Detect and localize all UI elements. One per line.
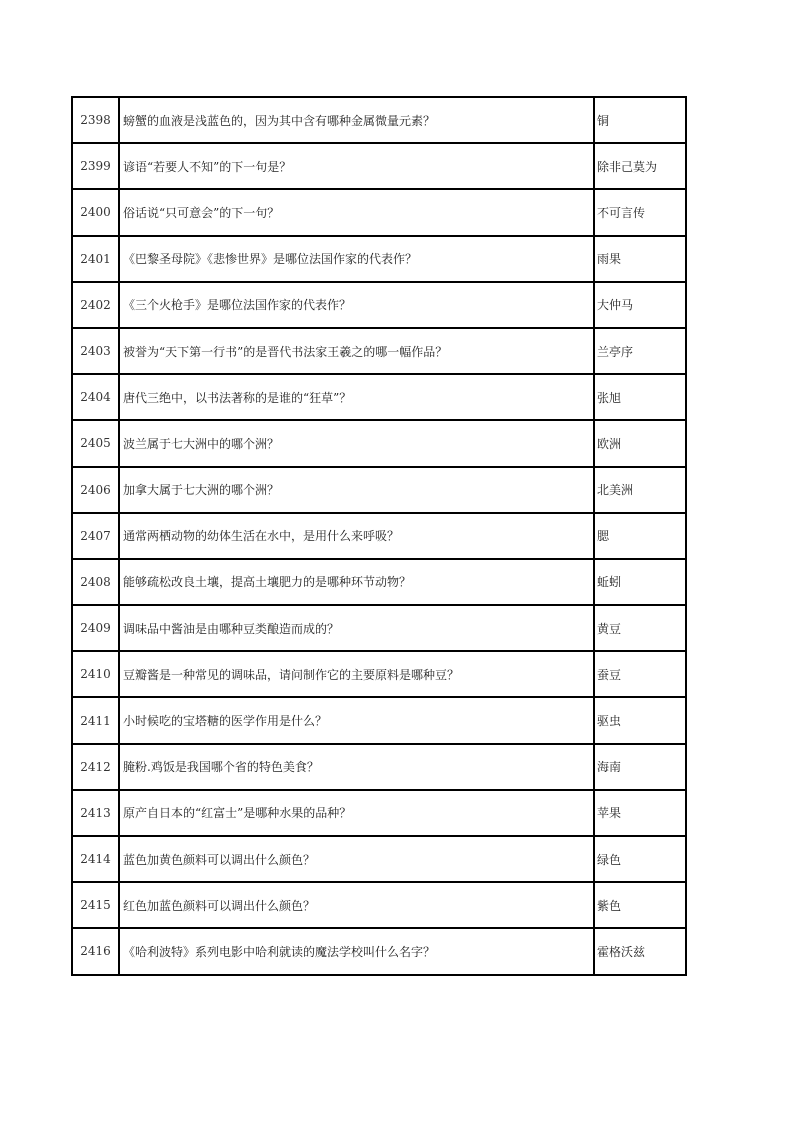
question-number: 2398 <box>72 97 119 143</box>
question-number: 2403 <box>72 328 119 374</box>
table-row <box>72 143 686 189</box>
question-number: 2399 <box>72 143 119 189</box>
answer-text: 兰亭序 <box>594 328 686 374</box>
answer-text: 张旭 <box>594 374 686 420</box>
question-text: 腌粉.鸡饭是我国哪个省的特色美食？ <box>119 744 594 790</box>
answer-text: 紫色 <box>594 882 686 928</box>
question-number: 2407 <box>72 513 119 559</box>
answer-text: 不可言传 <box>594 189 686 235</box>
answer-text: 蚕豆 <box>594 651 686 697</box>
answer-text: 驱虫 <box>594 697 686 743</box>
quiz-table-body <box>72 97 686 975</box>
question-number: 2414 <box>72 836 119 882</box>
table-row <box>72 374 686 420</box>
answer-text: 蚯蚓 <box>594 559 686 605</box>
question-number: 2410 <box>72 651 119 697</box>
question-number: 2415 <box>72 882 119 928</box>
question-text: 螃蟹的血液是浅蓝色的，因为其中含有哪种金属微量元素？ <box>119 97 594 143</box>
question-number: 2416 <box>72 928 119 974</box>
answer-text: 除非己莫为 <box>594 143 686 189</box>
table-row <box>72 328 686 374</box>
answer-text: 北美洲 <box>594 467 686 513</box>
answer-text: 雨果 <box>594 236 686 282</box>
table-row <box>72 282 686 328</box>
question-text: 通常两栖动物的幼体生活在水中，是用什么来呼吸？ <box>119 513 594 559</box>
table-row <box>72 420 686 466</box>
table-row <box>72 651 686 697</box>
table-row <box>72 697 686 743</box>
question-text: 《巴黎圣母院》《悲惨世界》是哪位法国作家的代表作？ <box>119 236 594 282</box>
question-number: 2405 <box>72 420 119 466</box>
table-row <box>72 513 686 559</box>
question-number: 2402 <box>72 282 119 328</box>
question-text: 原产自日本的“红富士”是哪种水果的品种？ <box>119 790 594 836</box>
question-number: 2409 <box>72 605 119 651</box>
question-text: 豆瓣酱是一种常见的调味品，请问制作它的主要原料是哪种豆？ <box>119 651 594 697</box>
question-text: 《哈利波特》系列电影中哈利就读的魔法学校叫什么名字？ <box>119 928 594 974</box>
table-row <box>72 882 686 928</box>
question-number: 2413 <box>72 790 119 836</box>
table-row <box>72 467 686 513</box>
question-text: 红色加蓝色颜料可以调出什么颜色？ <box>119 882 594 928</box>
question-text: 唐代三绝中，以书法著称的是谁的“狂草”？ <box>119 374 594 420</box>
question-text: 小时候吃的宝塔糖的医学作用是什么？ <box>119 697 594 743</box>
question-number: 2406 <box>72 467 119 513</box>
table-row <box>72 189 686 235</box>
quiz-table <box>71 96 687 976</box>
answer-text: 腮 <box>594 513 686 559</box>
question-number: 2404 <box>72 374 119 420</box>
question-text: 蓝色加黄色颜料可以调出什么颜色？ <box>119 836 594 882</box>
question-text: 调味品中酱油是由哪种豆类酿造而成的？ <box>119 605 594 651</box>
answer-text: 欧洲 <box>594 420 686 466</box>
table-row <box>72 97 686 143</box>
question-text: 谚语“若要人不知”的下一句是？ <box>119 143 594 189</box>
question-text: 波兰属于七大洲中的哪个洲？ <box>119 420 594 466</box>
answer-text: 黄豆 <box>594 605 686 651</box>
question-text: 俗话说“只可意会”的下一句？ <box>119 189 594 235</box>
question-number: 2401 <box>72 236 119 282</box>
answer-text: 大仲马 <box>594 282 686 328</box>
table-row <box>72 744 686 790</box>
answer-text: 霍格沃兹 <box>594 928 686 974</box>
table-row <box>72 559 686 605</box>
question-number: 2400 <box>72 189 119 235</box>
question-text: 加拿大属于七大洲的哪个洲？ <box>119 467 594 513</box>
question-text: 《三个火枪手》是哪位法国作家的代表作？ <box>119 282 594 328</box>
question-number: 2412 <box>72 744 119 790</box>
table-row <box>72 928 686 974</box>
question-text: 能够疏松改良土壤，提高土壤肥力的是哪种环节动物？ <box>119 559 594 605</box>
table-row <box>72 790 686 836</box>
table-row <box>72 605 686 651</box>
table-row <box>72 236 686 282</box>
answer-text: 海南 <box>594 744 686 790</box>
question-number: 2408 <box>72 559 119 605</box>
question-number: 2411 <box>72 697 119 743</box>
answer-text: 苹果 <box>594 790 686 836</box>
question-text: 被誉为“天下第一行书”的是晋代书法家王羲之的哪一幅作品？ <box>119 328 594 374</box>
table-row <box>72 836 686 882</box>
answer-text: 绿色 <box>594 836 686 882</box>
answer-text: 铜 <box>594 97 686 143</box>
